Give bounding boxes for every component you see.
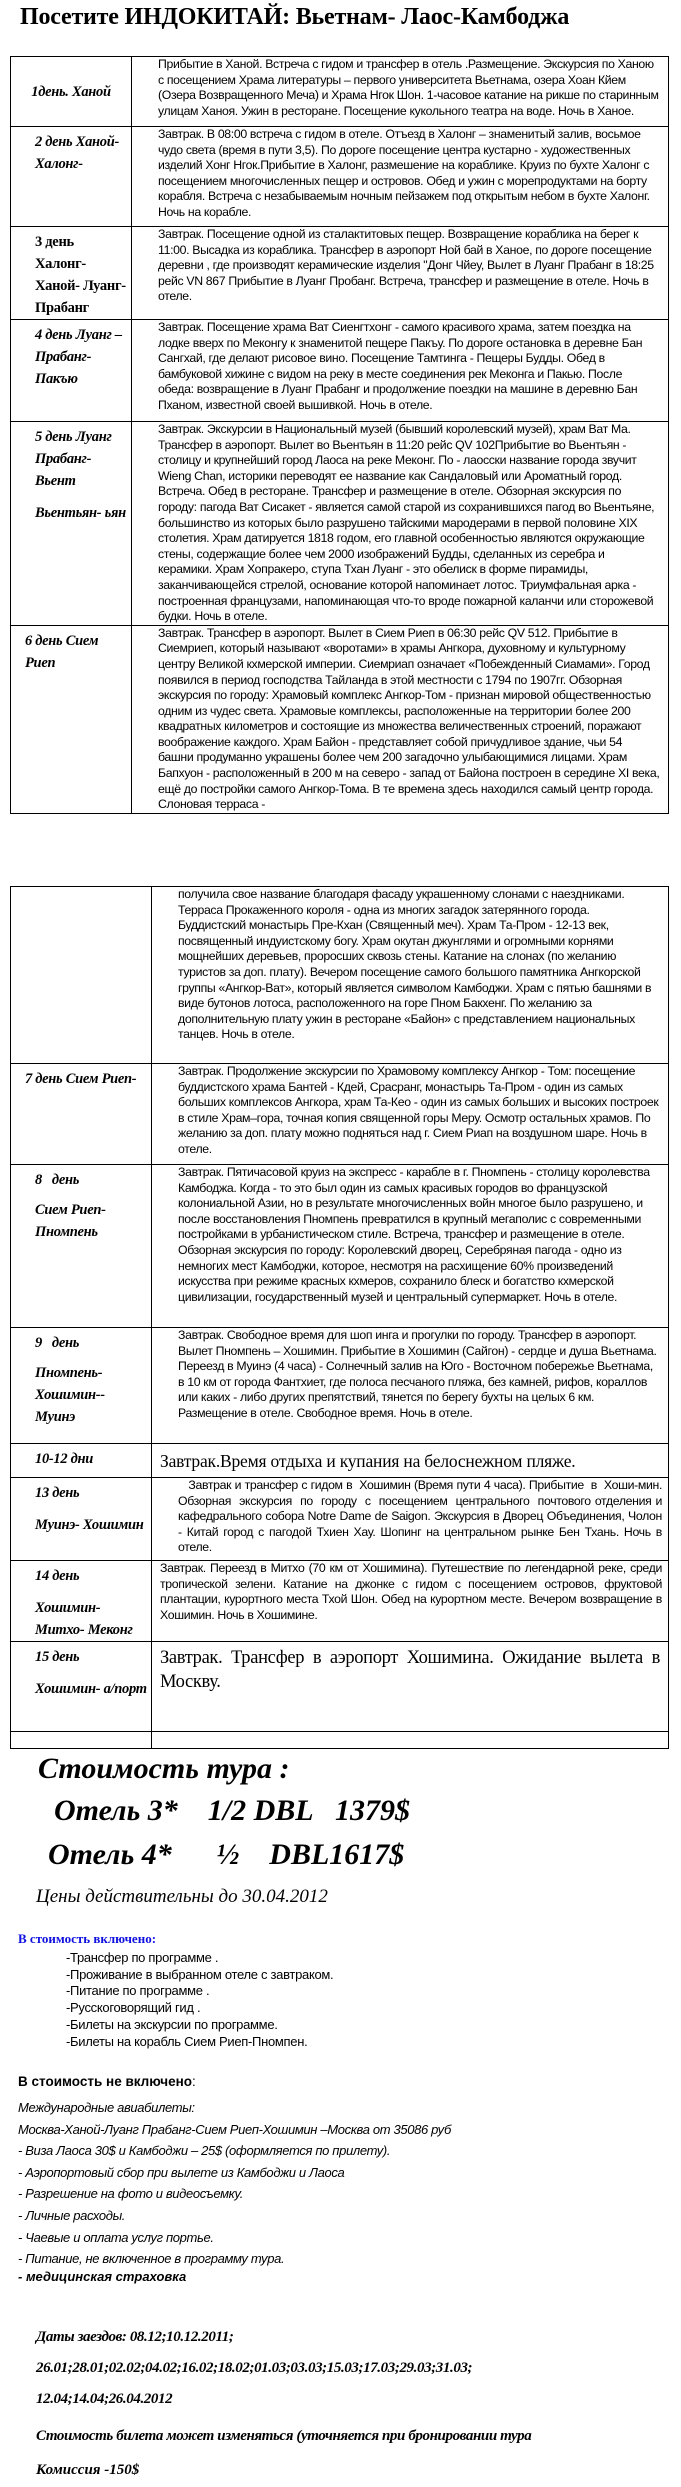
itinerary-table-part-2 bbox=[10, 886, 669, 1749]
day-label: 4 день Луанг – Прабанг- Пакъю bbox=[11, 320, 132, 422]
not-included-item: - Личные расходы. bbox=[18, 2207, 126, 2223]
table-row bbox=[11, 1328, 669, 1444]
day-description: Прибытие в Ханой. Встреча с гидом и трансфер в отель .Размещение. Экскурсия по Ханою с посещением Храма литературы – первого университета Вьетнама, озера Хоан Кйем (Озера Возвращенного Меча) и Храма Нгок Шон. 1-часовое катание на рикше по старинным улицам Ханоя. Ужин в ресторане. Посещение кукольного театра на воде. Ночь в Ханое. bbox=[132, 57, 669, 127]
included-item: -Билеты на экскурсии по программе. bbox=[66, 2016, 278, 2032]
included-item: -Русскоговорящий гид . bbox=[66, 2000, 201, 2016]
day-description: Завтрак. Переезд в Митхо (70 км от Хошимина). Путешествие по легендарной реке, среди тропической зелени. Катание на джонке с гидом с посещением островов, фруктовой плантации, курортного места Тхой Шон. Обед на курортном месте. Вечером возвращение в Хошимин. Ночь в Хошимине. bbox=[152, 1561, 669, 1642]
not-included-heading-colon: : bbox=[192, 2074, 196, 2089]
itinerary-table-part-1 bbox=[10, 56, 669, 814]
day-description: Завтрак. Пятичасовой круиз на экспресс - карабле в г. Пномпень - столицу королевства Камбоджа. Когда - то это был один из самых красивых городов во французской колониальной Азии, но в результате многочисленных войн многое было разрушено, и после восстановления Пномпень превратился в крупный мегаполис с современными постройками в урбанистическом стиле. Встреча, трансфер и размещение в отеле. Обзорная экскурсия по городу: Королевский дворец, Серебряная пагода - одно из немногих мест Камбоджи, которое, несмотря на расхищение 60% произведений искусства при режиме красных кхмеров, сохранило блеск и богатство кхмерской цивилизации, государственный музей и центральный супермаркет. Ночь в отеле. bbox=[152, 1165, 669, 1328]
departure-dates bbox=[36, 2322, 656, 2415]
table-row bbox=[11, 57, 669, 127]
price-hotel-4: Отель 4* ½ DBL1617$ bbox=[48, 1838, 405, 1871]
included-item: -Трансфер по программе . bbox=[66, 1950, 219, 1965]
table-row bbox=[11, 320, 669, 422]
table-row bbox=[11, 422, 669, 626]
not-included-item: Международные авиабилеты: bbox=[18, 2100, 195, 2115]
day-label-extra: Сием Риеп- Пномпень bbox=[35, 1202, 106, 1240]
table-row bbox=[11, 625, 669, 813]
day-description: Завтрак. Посещение храма Ват Сиенгтхонг - самого красивого храма, затем поездка на лодке вверх по Меконгу к знаменитой пещере Пакъу. По дороге остановка в деревне Бан Сангхай, где делают рисовое вино. Посещение Тамтинга - Пещеры Будды. Обед в бамбуковой хижине с видом на реку в месте соединения рек Меконга и Пакью. После обеда: возвращение в Луанг Прабанг и продолжение поездки на машине в деревню Бан Пханом, известной своей вышивкой. Ночь в отеле. bbox=[132, 320, 669, 422]
day-description: Завтрак. Свободное время для шоп инга и прогулки по городу. Трансфер в аэропорт. Вылет Пномпень – Хошимин. Прибытие в Хошимин (Сайгон) - сердце и душа Вьетнама. Переезд в Муинэ (4 часа) - Солнечный залив на Юго - Восточном побережье Вьетнама, в 10 км от города Фантхиет, где полоса песчаного пляжа, без камней, рифов, кораллов или каких - либо других препятствий, тянется по берегу бухты на целых 6 км. Размещение в отеле. Свободное время. Ночь в отеле. bbox=[152, 1328, 669, 1444]
day-label bbox=[11, 1165, 152, 1328]
table-row bbox=[11, 227, 669, 320]
empty-cell bbox=[11, 1732, 152, 1749]
table-row bbox=[11, 1444, 669, 1478]
included-heading: В стоимость включено: bbox=[18, 1931, 157, 1946]
day-label-text: 15 день bbox=[35, 1649, 80, 1665]
day-label bbox=[11, 57, 132, 127]
empty-cell bbox=[152, 1732, 669, 1749]
day-label-extra: Пномпень- Хошимин-- Муинэ bbox=[35, 1365, 105, 1425]
day-description: Завтрак. Экскурсии в Национальный музей (бывший королевский музей), храм Ват Ма. Трансфер в аэропорт. Вылет во Вьентьян в 11:20 рейс QV 102Прибытие во Вьентьян - столицу и крупнейший город Лаоса на реке Меконг. По - лаосски название города звучит Wieng Chan, историки переводят ее название как Сандаловый или Ароматный город. Встреча. Обед в ресторане. Трансфер и размещение в отеле. Обзорная экскурсия по городу: пагода Ват Сисакет - является самой старой из сохранившихся пагод во Вьентьяне, большинство из которых было разрушено тайскими мародерами в первой половине XIX столетия. Храм датируется 1818 годом, его главной особенностью являются окружающие стены, содержащие более чем 2000 изображений Будды, сделанных из серебра и керамики. Храм Хопракеро, ступа Тхан Луанг - это обелиск в форме пирамиды, заканчивающейся стрелой, основание которой напоминает лотос. Триумфальная арка - построенная французами, напоминающая что-то вроде пожарной каланчи или сторожевой будки. Ночь в отеле. bbox=[132, 422, 669, 626]
not-included-item: - Виза Лаоса 30$ и Камбоджи – 25$ (оформляется по прилету). bbox=[18, 2143, 391, 2159]
ticket-price-note: Стоимость билета может изменяться (уточняется при бронировании тура bbox=[36, 2428, 532, 2444]
day-label bbox=[11, 887, 152, 1064]
not-included-item: - Разрешение на фото и видеосъемку. bbox=[18, 2186, 243, 2202]
not-included-item: - Чаевые и оплата услуг портье. bbox=[18, 2229, 214, 2245]
day-label: 3 день Халонг- Ханой- Луанг- Прабанг bbox=[11, 227, 132, 320]
not-included-item: - Аэропортовый сбор при вылете из Камбоджи и Лаоса bbox=[18, 2164, 345, 2180]
not-included-list bbox=[18, 2097, 451, 2270]
day-label: 6 день Сием Риеп bbox=[11, 625, 132, 813]
day-label bbox=[11, 1328, 152, 1444]
day-description: получила свое название благодаря фасаду украшенному слонами с наездниками. Терраса Прокаженного короля - одна из многих загадок затерянного города. Буддистский монастырь Пре-Кхан (Священный меч). Храм Та-Пром - 12-13 век, посвященный индуистскому богу. Храм окутан джунглями и огромными корнями мощнейших деревьев, проросших сквозь стены. Катание на слонах (по желанию туристов за доп. плату). Вечером посещение самого большого памятника Ангкорской группы «Ангкор-Ват», который является символом Камбоджи. Храм с пятью башнями в виде бутонов лотоса, расположенного на горе Пном Бакхенг. По желанию за дополнительную плату ужин в ресторане «Байон» с представлением национальных танцев. Ночь в отеле. bbox=[152, 887, 669, 1064]
not-included-heading-text: В стоимость не включено bbox=[18, 2074, 193, 2089]
table-row bbox=[11, 1642, 669, 1732]
day-label-text: 9 день bbox=[35, 1335, 80, 1351]
day-label-text: 1день. Ханой bbox=[31, 83, 111, 100]
day-label bbox=[11, 1642, 152, 1732]
day-label-extra: Вьентьян- ьян bbox=[35, 505, 126, 521]
day-label: 10-12 дни bbox=[11, 1444, 152, 1478]
day-label bbox=[11, 1561, 152, 1642]
day-description: Завтрак и трансфер с гидом в Хошимин (Время пути 4 часа). Прибытие в Хоши-мин. Обзорная экскурсия по городу с посещением центрального почтового отделения и кафедрального собора Notre Dame de Saigon. Экскурсия в Дворец Объединения, Чолон - Китай город с пагодой Тхиен Хау. Шопинг на центральном рынке Бен Тхань. Ночь в отеле. bbox=[152, 1478, 669, 1561]
table-row-empty bbox=[11, 1732, 669, 1749]
day-label: 7 день Сием Риеп- bbox=[11, 1064, 152, 1165]
table-row bbox=[11, 887, 669, 1064]
price-heading: Стоимость тура : bbox=[38, 1752, 290, 1785]
day-description: Завтрак. В 08:00 встреча с гидом в отеле. Отъезд в Халонг – знаменитый залив, восьмое чудо света (время в пути 3,5). По дороге посещение центра кустарно - художественных изделий Хонг Нгок.Прибытие в Халонг, размешение на кораблике. Круиз по бухте Халонг с посещением многочисленных пещер и островов. Обед и ужин с морепродуктами на борту корабля. Встреча с незабываемым ночным пейзажем под открытым небом в бухте Халонг. Ночь на корабле. bbox=[132, 127, 669, 227]
day-description: Завтрак.Время отдыха и купания на белоснежном пляже. bbox=[152, 1444, 669, 1478]
day-label-text: 5 день Луанг Прабанг- Вьент bbox=[35, 429, 112, 489]
included-item: -Проживание в выбранном отеле с завтраком. bbox=[66, 1966, 334, 1982]
day-label bbox=[11, 1478, 152, 1561]
page-title: Посетите ИНДОКИТАЙ: Вьетнам- Лаос-Камбоджа bbox=[20, 4, 570, 30]
day-label: 2 день Ханой- Халонг- bbox=[11, 127, 132, 227]
table-row bbox=[11, 127, 669, 227]
commission: Комиссия -150$ bbox=[36, 2462, 140, 2478]
day-label-text: 8 день bbox=[35, 1172, 80, 1188]
insurance-note: - медицинская страховка bbox=[18, 2269, 187, 2284]
table-row bbox=[11, 1064, 669, 1165]
not-included-item: - Питание, не включенное в программу тура. bbox=[18, 2251, 285, 2267]
price-hotel-3: Отель 3* 1/2 DBL 1379$ bbox=[54, 1794, 411, 1827]
table-row bbox=[11, 1165, 669, 1328]
day-description: Завтрак. Посещение одной из сталактитовых пещер. Возвращение кораблика на берег к 11:00. Высадка из кораблика. Трансфер в аэропорт Ной бай в Ханое, по дороге посещение деревни , где производят керамические изделия "Донг Чйеу, Вылет в Луанг Прабанг в 18:25 рейс VN 867 Прибытие в Луанг Пробанг. Встреча, трансфер и размещение в отеле. Ночь в отеле. bbox=[132, 227, 669, 320]
price-validity: Цены действительны до 30.04.2012 bbox=[36, 1886, 328, 1907]
not-included-item: Москва-Ханой-Луанг Прабанг-Сием Риеп-Хошимин –Москва от 35086 руб bbox=[18, 2121, 451, 2137]
table-row bbox=[11, 1478, 669, 1561]
departure-dates-line: 26.01;28.01;02.02;04.02;16.02;18.02;01.03;03.03;15.03;17.03;29.03;31.03; bbox=[36, 2360, 473, 2376]
table-row bbox=[11, 1561, 669, 1642]
not-included-heading bbox=[18, 2074, 196, 2089]
departure-dates-line: Даты заездов: 08.12;10.12.2011; bbox=[36, 2329, 234, 2345]
day-label-extra: Хошимин- а/порт bbox=[35, 1681, 147, 1697]
day-label-extra: Хошимин- Митхо- Меконг bbox=[35, 1600, 133, 1638]
included-list bbox=[66, 1950, 333, 2050]
day-description: Завтрак. Продолжение экскурсии по Храмовому комплексу Ангкор - Том: посещение буддистского храма Бантей - Кдей, Срасранг, монастырь Та-Пром - один из самых больших комплексов Ангкора, храм Та-Кео - один из самых больших и высоких построек в стиле Храм–гора, точная копия священной горы Меру. Осмотр остальных храмов. По желанию за доп. плату можно подняться над г. Сием Риап на воздушном шаре. Ночь в отеле. bbox=[152, 1064, 669, 1165]
departure-dates-line: 12.04;14.04;26.04.2012 bbox=[36, 2391, 173, 2407]
day-label-text: 13 день bbox=[35, 1485, 80, 1501]
day-label bbox=[11, 422, 132, 626]
included-item: -Питание по программе . bbox=[66, 1983, 210, 1999]
day-description: Завтрак. Трансфер в аэропорт. Вылет в Сием Риеп в 06:30 рейс QV 512. Прибытие в Сиемриеп, который называют «воротами» в храмы Ангкора, духовному и культурному центру Великой кхмерской империи. Сиемриап означает «Побежденный Сиамами». Город появился в период господства Тайланда в этой местности с 1794 по 1907гг. Обзорная экскурсия по городу: Храмовый комплекс Ангкор-Том - признан мировой общественностью одним из чудес света. Храмовые комплексы, расположенные на территории более 200 квадратных километров и состоящие из множества величественных строений, поражают воображение каждого. Храм Байон - представляет собой причудливое здание, чьи 54 башни продуманно украшены более чем 200 загадочно улыбающимися лицами. Храм Бапхуон - расположенный в 200 м на северо - запад от Байона построен в середине XI века, ещё до постройки самого Ангкор-Тома. В те времена здесь находился самый центр города. Слоновая терраса - bbox=[132, 625, 669, 813]
day-label-text: 14 день bbox=[35, 1568, 80, 1584]
day-label-extra: Муинэ- Хошимин bbox=[35, 1517, 144, 1533]
day-description: Завтрак. Трансфер в аэропорт Хошимина. Ожидание вылета в Москву. bbox=[152, 1642, 669, 1732]
included-item: -Билеты на корабль Сием Риеп-Пномпен. bbox=[66, 2033, 308, 2049]
